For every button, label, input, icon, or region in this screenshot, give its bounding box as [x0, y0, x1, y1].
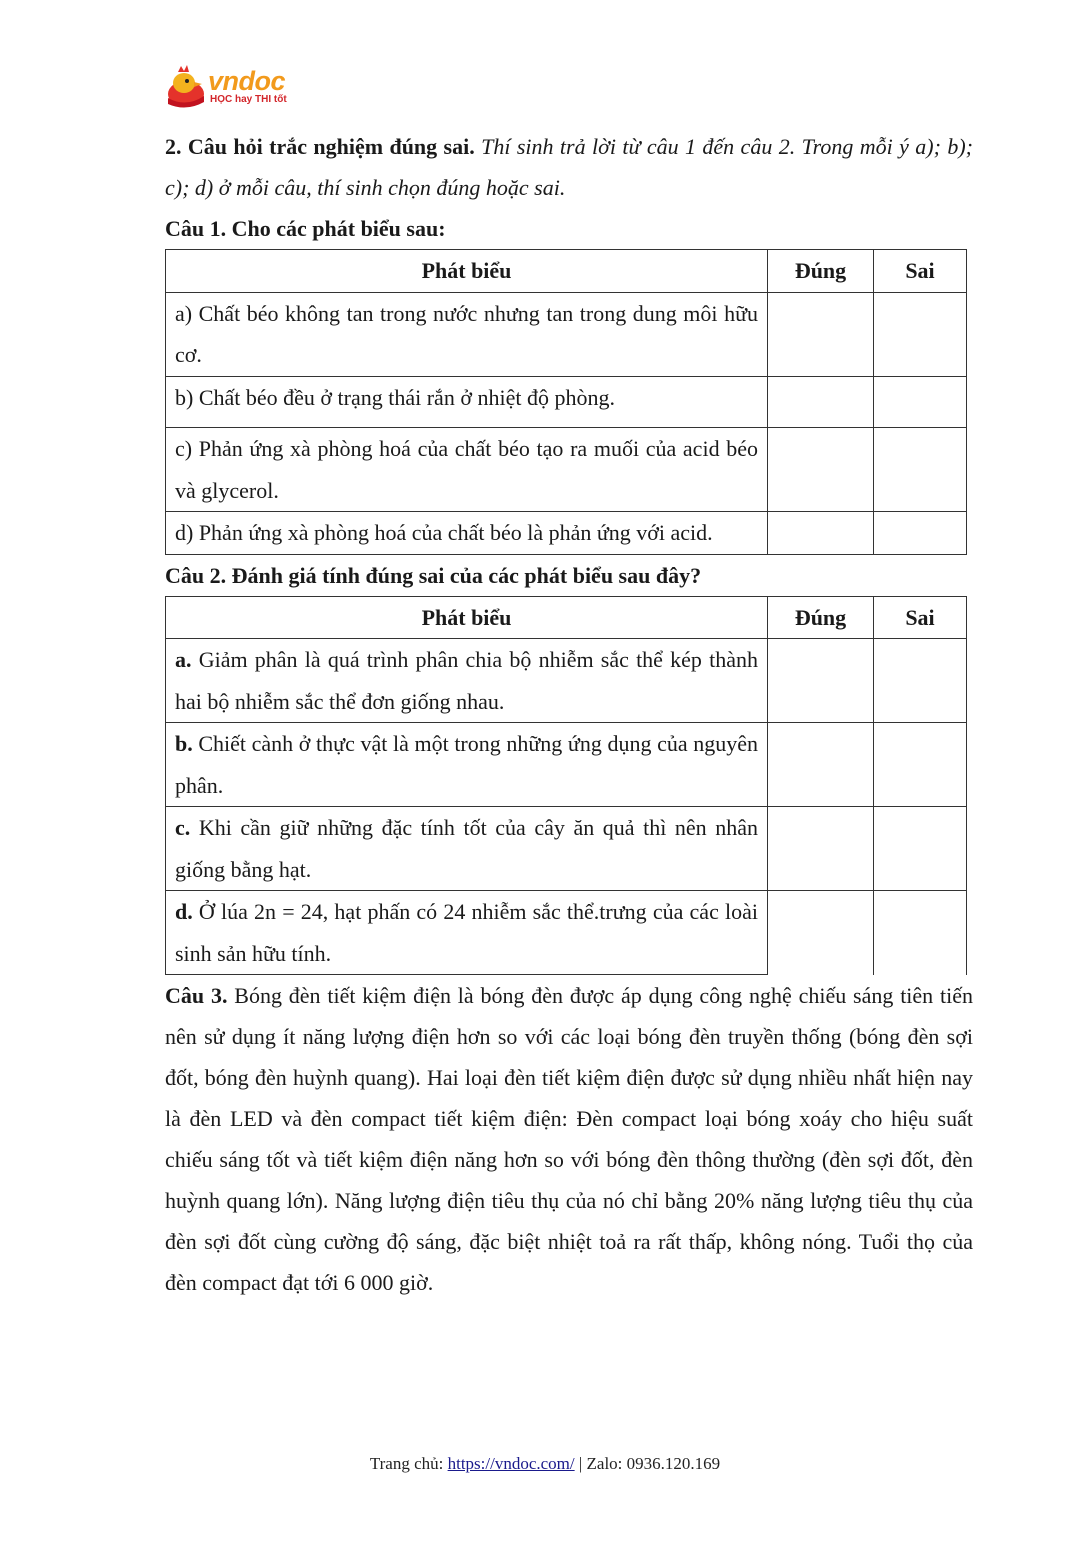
- statement-cell: d) Phản ứng xà phòng hoá của chất béo là phản ứng với acid.: [166, 512, 768, 555]
- header-statement: Phát biểu: [166, 250, 768, 293]
- statement-cell: [166, 639, 768, 723]
- header-false: Sai: [874, 250, 967, 293]
- table-row: [166, 723, 967, 807]
- table-row: [166, 807, 967, 891]
- question-2-table: [165, 596, 967, 976]
- item-text: Khi cần giữ những đặc tính tốt của cây ăn quả thì nên nhân giống bằng hạt.: [175, 815, 758, 882]
- section-instruction: Thí sinh trả lời từ câu 1 đến câu 2. Trong mỗi ý a); b); c); d) ở mỗi câu, thí sinh chọn đúng hoặc sai.: [165, 134, 973, 200]
- true-answer-cell[interactable]: [768, 807, 874, 891]
- question-1-table: [165, 249, 967, 555]
- table-row: [166, 376, 967, 428]
- false-answer-cell[interactable]: [874, 807, 967, 891]
- question-3-label: Câu 3.: [165, 983, 228, 1008]
- true-answer-cell[interactable]: [768, 512, 874, 555]
- vndoc-logo: [164, 64, 304, 110]
- logo-tagline: HỌC hay THI tốt: [210, 94, 287, 105]
- true-answer-cell[interactable]: [768, 891, 874, 975]
- true-answer-cell[interactable]: [768, 428, 874, 512]
- statement-cell: b) Chất béo đều ở trạng thái rắn ở nhiệt độ phòng.: [166, 376, 768, 428]
- header-true: Đúng: [768, 596, 874, 639]
- item-label: a.: [175, 647, 192, 672]
- false-answer-cell[interactable]: [874, 376, 967, 428]
- question-1-title: Câu 1. Cho các phát biểu sau:: [165, 216, 446, 241]
- false-answer-cell[interactable]: [874, 639, 967, 723]
- question-2-title: Câu 2. Đánh giá tính đúng sai của các phát biểu sau đây?: [165, 562, 702, 588]
- true-answer-cell[interactable]: [768, 639, 874, 723]
- item-label: c.: [175, 815, 191, 840]
- table-row: [166, 512, 967, 555]
- table-header-row: [166, 596, 967, 639]
- section-label: 2. Câu hỏi trắc nghiệm đúng sai.: [165, 134, 475, 159]
- statement-cell: a) Chất béo không tan trong nước nhưng tan trong dung môi hữu cơ.: [166, 292, 768, 376]
- true-answer-cell[interactable]: [768, 376, 874, 428]
- false-answer-cell[interactable]: [874, 891, 967, 975]
- item-label: d.: [175, 899, 193, 924]
- table-row: [166, 292, 967, 376]
- header-statement: Phát biểu: [166, 596, 768, 639]
- item-text: Ở lúa 2n = 24, hạt phấn có 24 nhiễm sắc thể.trưng của các loài sinh sản hữu tính.: [175, 899, 758, 966]
- question-3-paragraph: [165, 975, 973, 1303]
- item-text: Chiết cành ở thực vật là một trong những ứng dụng của nguyên phân.: [175, 731, 758, 798]
- footer-contact: | Zalo: 0936.120.169: [574, 1454, 721, 1473]
- item-text: Giảm phân là quá trình phân chia bộ nhiễm sắc thể kép thành hai bộ nhiễm sắc thể đơn giống nhau.: [175, 647, 758, 714]
- false-answer-cell[interactable]: [874, 428, 967, 512]
- statement-cell: [166, 807, 768, 891]
- page-footer: [0, 1454, 1090, 1474]
- table-row: [166, 639, 967, 723]
- item-label: b.: [175, 731, 193, 756]
- footer-home-link[interactable]: https://vndoc.com/: [447, 1454, 575, 1473]
- header-true: Đúng: [768, 250, 874, 293]
- footer-prefix: Trang chủ:: [369, 1454, 448, 1473]
- statement-cell: [166, 891, 768, 975]
- true-answer-cell[interactable]: [768, 292, 874, 376]
- section-intro: [165, 126, 973, 208]
- false-answer-cell[interactable]: [874, 723, 967, 807]
- table-header-row: [166, 250, 967, 293]
- header-false: Sai: [874, 596, 967, 639]
- false-answer-cell[interactable]: [874, 512, 967, 555]
- true-answer-cell[interactable]: [768, 723, 874, 807]
- table-row: [166, 428, 967, 512]
- statement-cell: c) Phản ứng xà phòng hoá của chất béo tạo ra muối của acid béo và glycerol.: [166, 428, 768, 512]
- question-3-text: Bóng đèn tiết kiệm điện là bóng đèn được áp dụng công nghệ chiếu sáng tiên tiến nên sử dụng ít năng lượng điện hơn so với các loại bóng đèn truyền thống (bóng đèn sợi đốt, bóng đèn huỳnh quang). Hai loại đèn tiết kiệm điện được sử dụng nhiều nhất hiện nay là đèn LED và đèn compact tiết kiệm điện: Đèn compact loại bóng xoáy cho hiệu suất chiếu sáng tốt và tiết kiệm điện năng hơn so với bóng đèn thông thường (đèn sợi đốt, đèn huỳnh quang lớn). Năng lượng điện tiêu thụ của nó chỉ bằng 20% năng lượng tiêu thụ của đèn sợi đốt cùng cường độ sáng, đặc biệt nhiệt toả ra rất thấp, không nóng. Tuổi thọ của đèn compact đạt tới 6 000 giờ.: [165, 983, 973, 1295]
- logo-brand: vndoc: [208, 66, 286, 96]
- rooster-mascot-icon: [164, 64, 208, 110]
- table-row: [166, 891, 967, 975]
- document-body: [165, 126, 973, 1303]
- false-answer-cell[interactable]: [874, 292, 967, 376]
- statement-cell: [166, 723, 768, 807]
